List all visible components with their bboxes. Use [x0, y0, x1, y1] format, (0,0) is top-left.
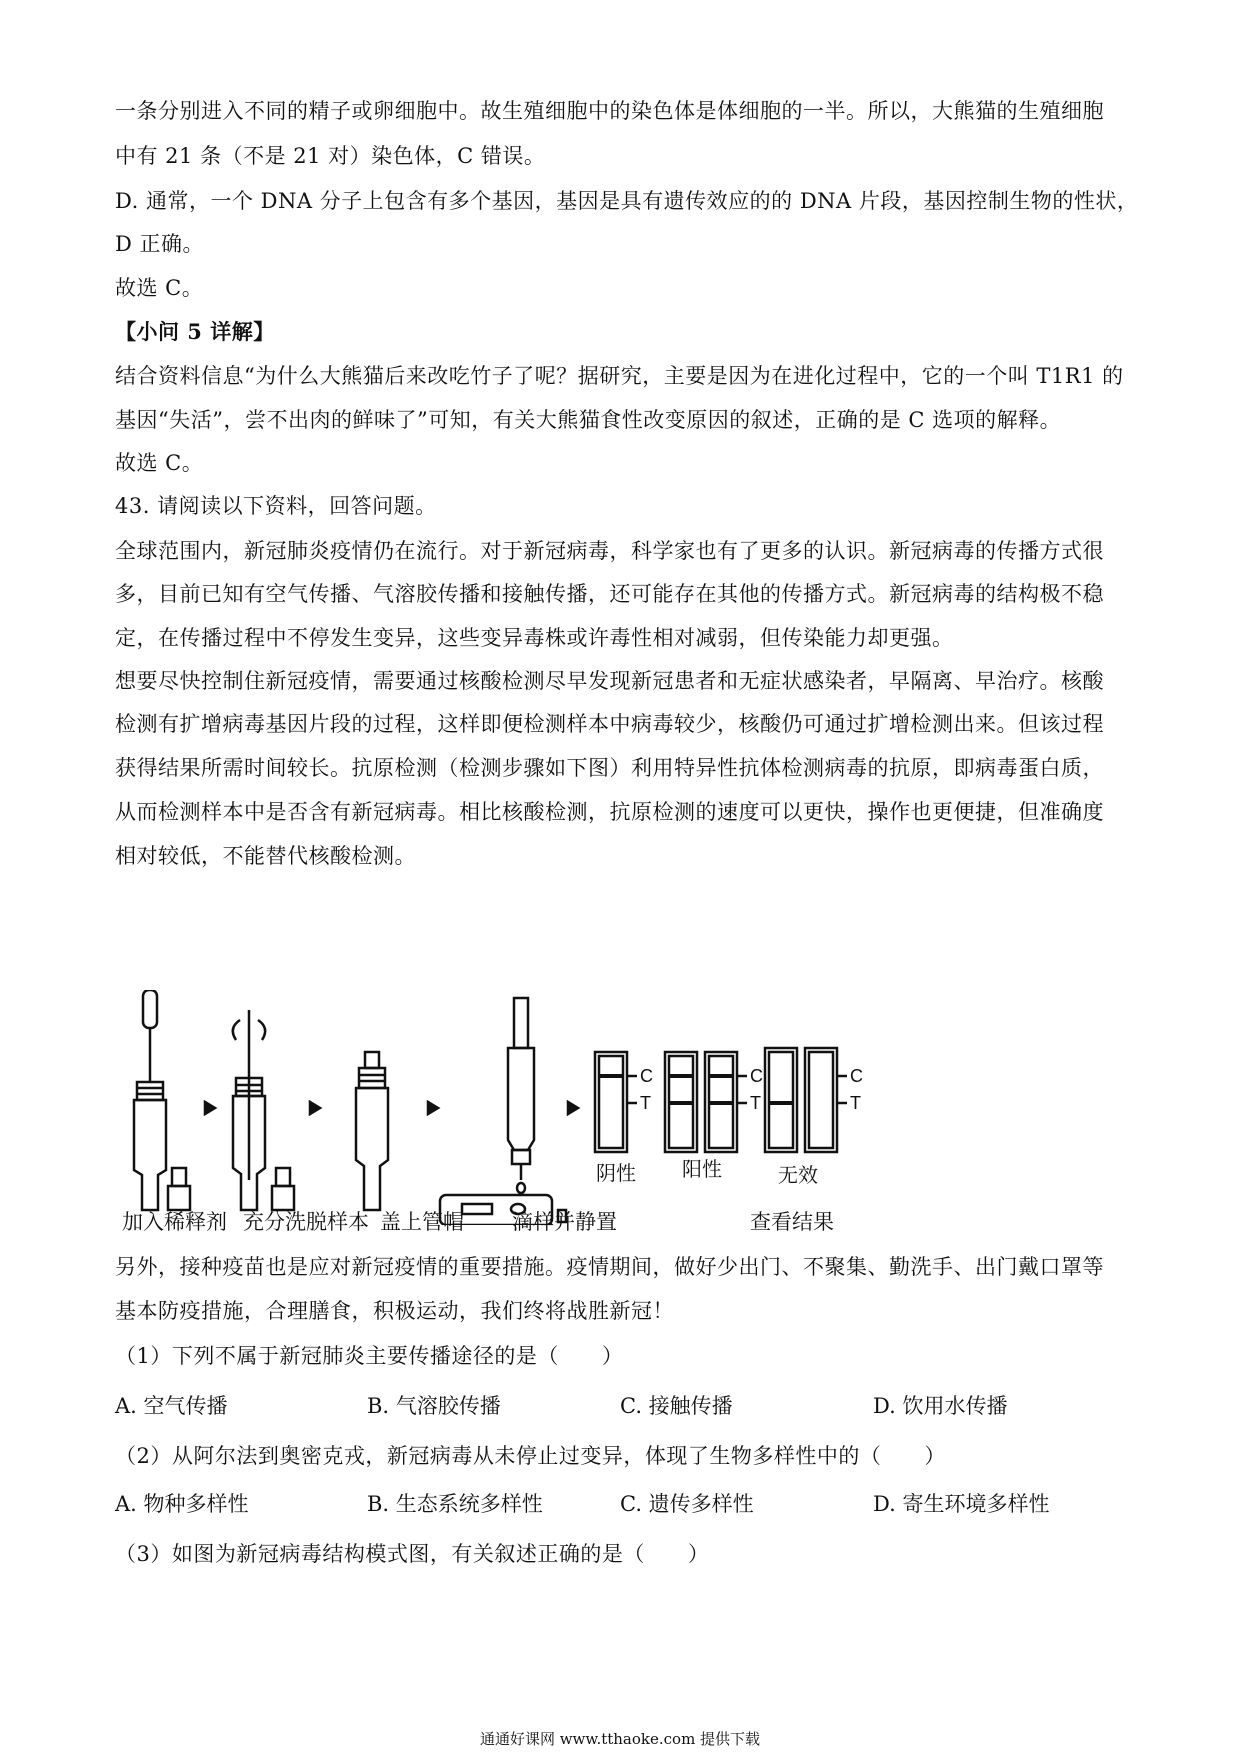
text-line: D. 通常，一个 DNA 分子上包含有多个基因，基因是具有遗传效应的的 DNA 片段，基因控制生物的性状，: [115, 189, 1139, 213]
result-label-negative: 阴性: [596, 1161, 636, 1185]
text-line: 故选 C。: [115, 276, 204, 300]
arrow-icon: [568, 1102, 578, 1114]
option-b[interactable]: B. 气溶胶传播: [367, 1394, 501, 1418]
arrow-icon: [205, 1102, 215, 1114]
text-line: 中有 21 条（不是 21 对）染色体，C 错误。: [115, 144, 546, 168]
band-t-label: T: [850, 1093, 861, 1113]
text-line: 另外，接种疫苗也是应对新冠疫情的重要措施。疫情期间，做好少出门、不聚集、勤洗手、出门戴口罩等: [115, 1255, 1104, 1279]
text-line: 定，在传播过程中不停发生变异，这些变异毒株或许毒性相对减弱，但传染能力却更强。: [115, 626, 954, 650]
step-caption: 加入稀释剂: [122, 1210, 227, 1234]
result-label-invalid: 无效: [778, 1163, 818, 1187]
positive-strip-icon: [705, 1052, 747, 1152]
text-line: 基因“失活”，尝不出肉的鲜味了”可知，有关大熊猫食性改变原因的叙述，正确的是 C 选项的解释。: [115, 408, 1062, 432]
text-line: 检测有扩增病毒基因片段的过程，这样即便检测样本中病毒较少，核酸仍可通过扩增检测出来。但该过程: [115, 712, 1104, 736]
text-line: 全球范围内，新冠肺炎疫情仍在流行。对于新冠病毒，科学家也有了更多的认识。新冠病毒的传播方式很: [115, 539, 1104, 563]
band-c-label: C: [640, 1066, 653, 1086]
invalid-strip-icon: [805, 1048, 847, 1152]
text-line: 相对较低，不能替代核酸检测。: [115, 844, 416, 868]
dripping-tube-icon: [508, 998, 534, 1193]
band-t-label: T: [640, 1093, 651, 1113]
option-d[interactable]: D. 饮用水传播: [873, 1394, 1008, 1418]
cap-icon: [168, 1168, 190, 1210]
negative-strip-icon: [595, 1052, 637, 1152]
text-line: 故选 C。: [115, 451, 204, 475]
question-stem-2: （2）从阿尔法到奥密克戎，新冠病毒从未停止过变异，体现了生物多样性中的（ ）: [115, 1444, 946, 1468]
text-line: D 正确。: [115, 232, 205, 256]
option-d[interactable]: D. 寄生环境多样性: [873, 1492, 1050, 1516]
option-b[interactable]: B. 生态系统多样性: [367, 1492, 543, 1516]
text-line: 基本防疫措施，合理膳食，积极运动，我们终将战胜新冠！: [115, 1299, 674, 1323]
question-2-options: [115, 1488, 1115, 1518]
tube-icon: [134, 1082, 166, 1210]
step-caption: 盖上管帽: [380, 1210, 464, 1234]
antigen-test-steps-diagram: [110, 990, 1060, 1225]
option-c[interactable]: C. 遗传多样性: [620, 1492, 754, 1516]
option-c[interactable]: C. 接触传播: [620, 1394, 733, 1418]
section-heading: 【小问 5 详解】: [115, 319, 275, 344]
text-line: 结合资料信息“为什么大熊猫后来改吃竹子了呢？据研究，主要是因为在进化过程中，它的一个叫 T1R1 的: [115, 364, 1124, 388]
band-c-label: C: [850, 1066, 863, 1086]
option-a[interactable]: A. 物种多样性: [115, 1492, 249, 1516]
text-line: 获得结果所需时间较长。抗原检测（检测步骤如下图）利用特异性抗体检测病毒的抗原，即病毒蛋白质，: [115, 756, 1104, 780]
dropper-icon: [143, 990, 157, 1082]
step-caption: 查看结果: [750, 1210, 834, 1234]
capped-tube-icon: [356, 1052, 388, 1210]
option-a[interactable]: A. 空气传播: [115, 1394, 228, 1418]
text-line: 从而检测样本中是否含有新冠病毒。相比核酸检测，抗原检测的速度可以更快，操作也更便捷，但准确度: [115, 800, 1104, 824]
arrow-icon: [428, 1102, 438, 1114]
cap-icon: [272, 1168, 294, 1210]
question-stem-1: （1）下列不属于新冠肺炎主要传播途径的是（ ）: [115, 1344, 624, 1368]
positive-strip-icon: [665, 1052, 697, 1152]
text-line: 想要尽快控制住新冠疫情，需要通过核酸检测尽早发现新冠患者和无症状感染者，早隔离、早治疗。核酸: [115, 669, 1104, 693]
result-label-positive: 阳性: [682, 1157, 722, 1181]
footer-source: 通通好课网 www.tthaoke.com 提供下载: [479, 1730, 761, 1748]
question-stem-3: （3）如图为新冠病毒结构模式图，有关叙述正确的是（ ）: [115, 1542, 710, 1566]
band-c-label: C: [750, 1066, 763, 1086]
step-caption: 充分洗脱样本: [243, 1210, 369, 1234]
question-1-options: [115, 1390, 1115, 1420]
text-line: 一条分别进入不同的精子或卵细胞中。故生殖细胞中的染色体是体细胞的一半。所以，大熊猫的生殖细胞: [115, 99, 1104, 123]
band-t-label: T: [750, 1093, 761, 1113]
invalid-strip-icon: [765, 1048, 797, 1152]
text-line: 多，目前已知有空气传播、气溶胶传播和接触传播，还可能存在其他的传播方式。新冠病毒的结构极不稳: [115, 582, 1104, 606]
question-heading: 43. 请阅读以下资料，回答问题。: [115, 494, 437, 518]
arrow-icon: [310, 1102, 320, 1114]
step-caption: 滴样并静置: [512, 1210, 617, 1234]
